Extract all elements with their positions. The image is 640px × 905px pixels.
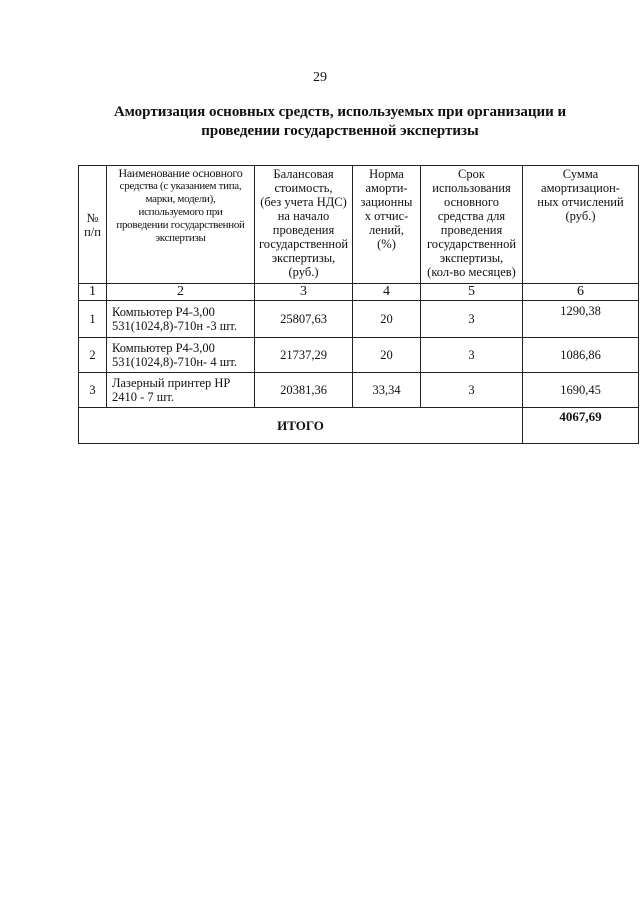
table-row [79, 301, 639, 338]
total-row [79, 408, 639, 444]
asset-name: Компьютер Р4-3,00 531(1024,8)-710н -3 шт. [107, 301, 255, 338]
column-number: 5 [421, 284, 523, 301]
title-line-2: проведении государственной экспертизы [201, 123, 479, 139]
title-line-1: Амортизация основных средств, используемых при организации и [113, 104, 567, 120]
header-norm: Норма аморти- зационны х отчис- лений, (%) [353, 166, 421, 284]
table-row [79, 338, 639, 373]
depreciation-table [78, 165, 639, 444]
sum-value: 1690,45 [523, 373, 639, 408]
asset-name: Компьютер Р4-3,00 531(1024,8)-710н- 4 шт. [107, 338, 255, 373]
header-sum: Сумма амортизацион- ных отчислений (руб.) [523, 166, 639, 284]
total-value: 4067,69 [523, 408, 639, 444]
balance-value: 21737,29 [255, 338, 353, 373]
term-value: 3 [421, 301, 523, 338]
total-label: ИТОГО [79, 408, 523, 444]
column-number: 6 [523, 284, 639, 301]
header-balance: Балансовая стоимость, (без учета НДС) на начало проведения государственной экспертизы, (руб.) [255, 166, 353, 284]
sum-value: 1086,86 [523, 338, 639, 373]
row-number: 3 [79, 373, 107, 408]
norm-value: 20 [353, 338, 421, 373]
sum-value: 1290,38 [523, 301, 639, 338]
header-term: Срок использования основного средства для проведения государственной экспертизы, (кол-во месяцев) [421, 166, 523, 284]
norm-value: 20 [353, 301, 421, 338]
document-title [60, 103, 620, 141]
table-row [79, 373, 639, 408]
header-no: № п/п [79, 166, 107, 284]
term-value: 3 [421, 373, 523, 408]
balance-value: 20381,36 [255, 373, 353, 408]
column-number: 2 [107, 284, 255, 301]
column-number: 4 [353, 284, 421, 301]
table-header-row [79, 166, 639, 284]
column-number: 3 [255, 284, 353, 301]
header-name: Наименование основного средства (с указанием типа, марки, модели), используемого при проведении государственной экспертизы [107, 166, 255, 284]
column-number-row [79, 284, 639, 301]
column-number: 1 [79, 284, 107, 301]
page-number: 29 [313, 70, 327, 85]
term-value: 3 [421, 338, 523, 373]
asset-name: Лазерный принтер HP 2410 - 7 шт. [107, 373, 255, 408]
row-number: 2 [79, 338, 107, 373]
row-number: 1 [79, 301, 107, 338]
balance-value: 25807,63 [255, 301, 353, 338]
norm-value: 33,34 [353, 373, 421, 408]
